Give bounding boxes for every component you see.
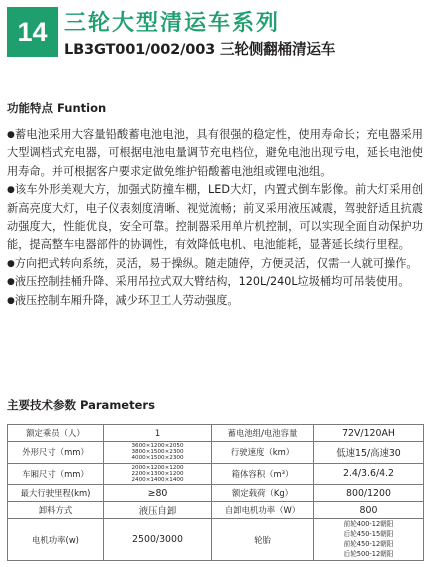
table-row [8,485,424,502]
table-row [8,519,424,561]
param-label: 蓄电池组/电池容量 [212,425,314,442]
model-title: LB3GT001/002/003 三轮侧翻桶清运车 [64,41,336,58]
feature-item: ●方向把式转向系统，灵活，易于操纵。随走随停，方便灵活，仅需一人就可操作。 [7,256,418,270]
param-label: 车厢尺寸（mm） [8,463,104,485]
param-label: 箱体容积（m³） [212,463,314,485]
param-value: 2000×1200×1200 2200×1300×1200 2400×1400×1400 [104,463,212,485]
table-row [8,442,424,464]
param-value: 2.4/3.6/4.2 [314,463,424,485]
param-label: 自卸电机功率（W） [212,502,314,519]
parameters-table [7,424,424,561]
param-label: 卸料方式 [8,502,104,519]
param-label: 电机功率(w) [8,519,104,561]
param-value: 3600×1200×2050 3800×1500×2300 4000×1500×2300 [104,442,212,464]
param-value: 2500/3000 [104,519,212,561]
table-row [8,502,424,519]
param-label: 最大行驶里程(km) [8,485,104,502]
feature-item: ●蓄电池采用大容量铅酸蓄电池电池，具有很强的稳定性，使用寿命长；充电器采用大型调档式充电器，可根据电池电量调节充电档位，避免电池出现亏电，延长电池使用寿命。并可根据客户要求定做免维护铅酸蓄电池组或锂电池组。 [7,128,423,178]
param-label: 外形尺寸（mm） [8,442,104,464]
parameters-heading: 主要技术参数 Parameters [7,398,155,412]
param-value: 低速15/高速30 [314,442,424,464]
bullet-icon: ● [7,258,15,269]
param-label: 轮胎 [212,519,314,561]
bullet-icon: ● [7,295,15,306]
feature-item: ●该车外形美观大方，加强式防撞车棚，LED大灯，内置式倒车影像。前大灯采用创新高亮度大灯，电子仪表刻度清晰、视觉流畅；前叉采用液压减震，驾驶舒适且抗震动强度大，性能优良，安全可靠。控制器采用单片机控制，可以实现全面自动保护功能，提高整车电器部件的协调性，有效降低电机、电池能耗，显著延长续行里程。 [7,183,424,252]
param-value: 液压自卸 [104,502,212,519]
param-label: 额定载荷（Kg） [212,485,314,502]
table-row [8,425,424,442]
page-header [0,0,428,62]
param-label: 行驶速度（km） [212,442,314,464]
chapter-number-badge: 14 [7,7,58,57]
features-list [7,126,423,310]
param-value: ≥80 [104,485,212,502]
features-heading: 功能特点 Funtion [7,101,107,115]
feature-item: ●液压控制车厢升降，减少环卫工人劳动强度。 [7,293,239,307]
param-value: 1 [104,425,212,442]
feature-item: ●液压控制挂桶升降、采用吊拉式双大臂结构，120L/240L垃圾桶均可吊装使用。 [7,275,410,289]
param-value: 800 [314,502,424,519]
param-value: 800/1200 [314,485,424,502]
series-title: 三轮大型清运车系列 [64,11,281,36]
bullet-icon: ● [7,130,16,140]
param-label: 额定乘员（人） [8,425,104,442]
bullet-icon: ● [7,277,15,288]
param-value: 前轮400-12朝阳 后轮450-15朝阳 前轮450-12朝阳 后轮500-12朝阳 [314,519,424,561]
bullet-icon: ● [7,185,16,196]
table-row [8,463,424,485]
param-value: 72V/120AH [314,425,424,442]
